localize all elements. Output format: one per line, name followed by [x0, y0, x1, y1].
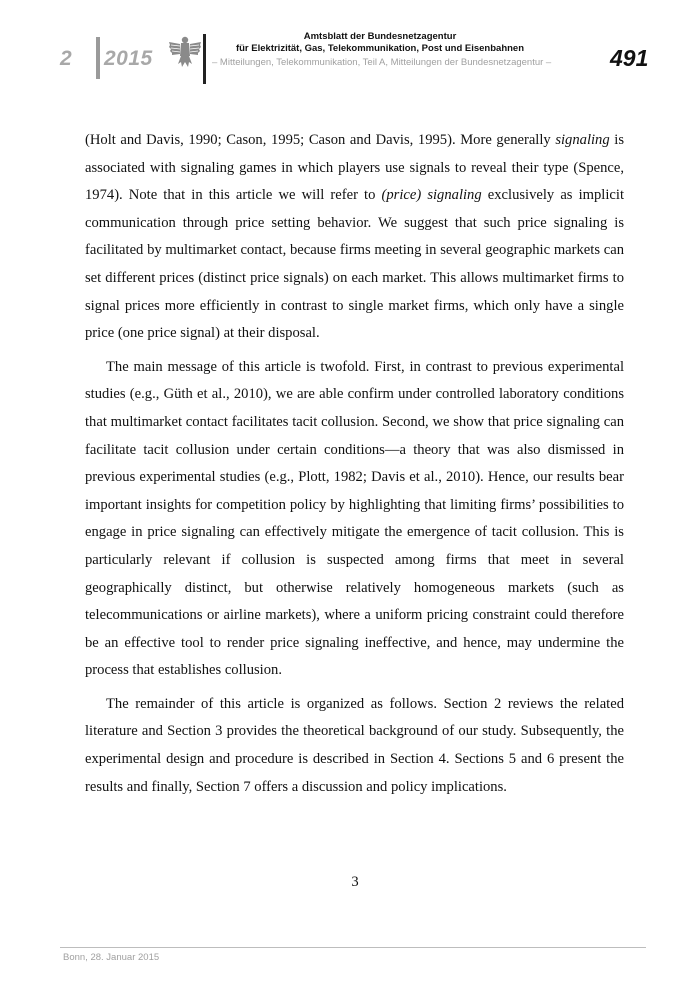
federal-eagle-icon [168, 34, 202, 70]
page-number: 3 [351, 874, 359, 890]
paragraph-2: The main message of this article is twofold. First, in contrast to previous experimental studies (e.g., Güth et al., 2010), we are able confirm under controlled laboratory conditions that multimarket contact facilitates tacit collusion. Second, we show that price signaling can facilitate tacit collusion under certain conditions—a theory that was also dismissed in previous experimental studies (e.g., Plott, 1982; Davis et al., 2010). Hence, our results bear important insights for competition policy by highlighting that limiting firms’ possibilities to engage in price signaling can effectively mitigate the emergence of tacit collusion. This is particularly relevant if collusion is suspected among firms that meet in several geographically distinct, but otherwise relatively homogeneous markets (such as telecommunications or airline markets), where a uniform pricing constraint could therefore be an effective tool to render price signaling ineffective, and hence, may undermine the process that establishes collusion. [85, 358, 624, 679]
header-divider [203, 34, 206, 84]
journal-title-line2: für Elektrizität, Gas, Telekommunikation, Post und Eisenbahnen [235, 43, 525, 54]
article-body [85, 127, 624, 801]
paragraph-1-text-c: exclusively as implicit communication through price setting behavior. We suggest that such price signaling is facilitated by multimarket contact, because firms meeting in several geographic markets can set different prices (distinct price signals) on each market. This allows multimarket firms to signal prices more efficiently in contrast to single market firms, which only have a single price (one price signal) at their disposal. [85, 187, 624, 342]
footer-divider [60, 947, 646, 948]
journal-title [215, 31, 545, 55]
emphasis-price-signaling: (price) signaling [381, 187, 482, 204]
journal-subtitle: – Mitteilungen, Telekommunikation, Teil A, Mitteilungen der Bundesnetzagentur – [212, 57, 552, 68]
paragraph-1-text-b: is associated with signaling games in which players use signals to reveal their type (Spence, 1974). Note that in this article we will refer to [85, 132, 624, 204]
journal-page-number: 491 [610, 45, 649, 71]
paragraph-1-text-a: (Holt and Davis, 1990; Cason, 1995; Cason and Davis, 1995). More generally [85, 132, 556, 148]
issue-year: 2015 [104, 47, 153, 70]
paragraph-3: The remainder of this article is organized as follows. Section 2 reviews the related literature and Section 3 provides the theoretical background of our study. Subsequently, the experimental design and procedure is described in Section 4. Sections 5 and 6 present the results and finally, Section 7 offers a discussion and policy implications. [85, 695, 624, 795]
journal-title-line1: Amtsblatt der Bundesnetzagentur [303, 31, 457, 42]
emphasis-signaling: signaling [555, 132, 610, 148]
issue-separator [96, 37, 100, 79]
footer-date: Bonn, 28. Januar 2015 [63, 952, 160, 963]
paragraph-1 [85, 127, 624, 348]
issue-number: 2 [60, 47, 73, 70]
